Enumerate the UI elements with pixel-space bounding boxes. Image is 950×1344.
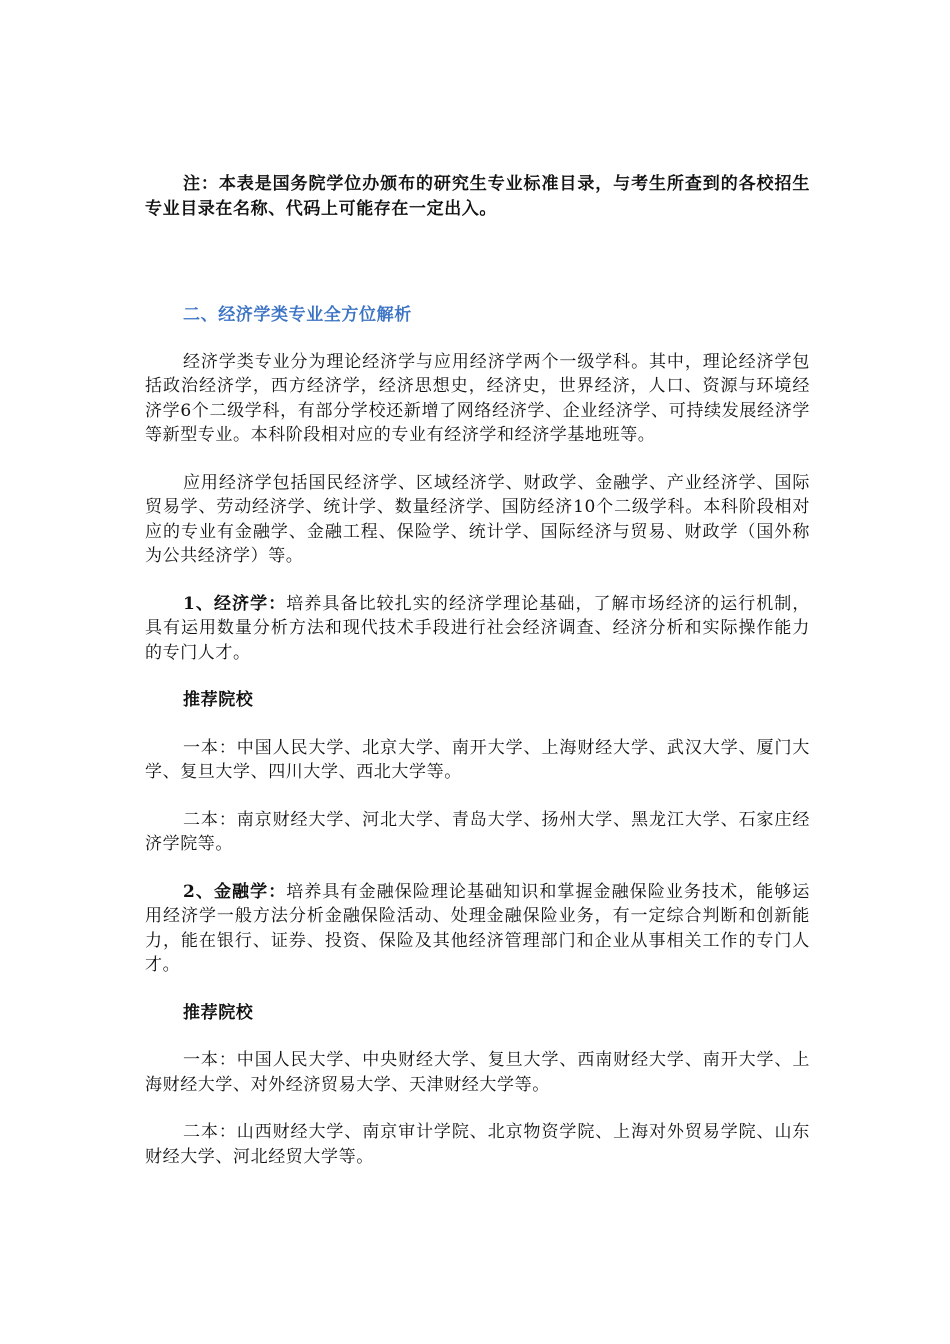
major-finance-desc: 培养具有金融保险理论基础知识和掌握金融保险业务技术，能够运用经济学一般方法分析金融保险活动、处理金融保险业务，有一定综合判断和创新能力，能在银行、证券、投资、保险及其他经济管理部门和企业从事相关工作的专门人才。	[145, 881, 810, 975]
table-note: 注：本表是国务院学位办颁布的研究生专业标准目录，与考生所查到的各校招生专业目录在名称、代码上可能存在一定出入。	[145, 174, 810, 219]
intro-paragraph-theory: 经济学类专业分为理论经济学与应用经济学两个一级学科。其中，理论经济学包括政治经济学，西方经济学，经济思想史，经济史，世界经济，人口、资源与环境经济学6个二级学科，有部分学校还新增了网络经济学、企业经济学、可持续发展经济学等新型专业。本科阶段相对应的专业有经济学和经济学基地班等。	[145, 351, 810, 445]
major-finance-title: 2、金融学：	[183, 881, 287, 902]
major-finance	[145, 880, 810, 978]
major-economics-title: 1、经济学：	[183, 593, 287, 614]
intro-paragraph-applied: 应用经济学包括国民经济学、区域经济学、财政学、金融学、产业经济学、国际贸易学、劳动经济学、统计学、数量经济学、国防经济10个二级学科。本科阶段相对应的专业有金融学、金融工程、保险学、统计学、国际经济与贸易、财政学（国外称为公共经济学）等。	[145, 472, 810, 566]
finance-tier2-schools: 二本：山西财经大学、南京审计学院、北京物资学院、上海对外贸易学院、山东财经大学、河北经贸大学等。	[145, 1122, 810, 1167]
document-body	[145, 172, 810, 1192]
section-title: 二、经济学类专业全方位解析	[183, 305, 412, 325]
major-economics-desc: 培养具备比较扎实的经济学理论基础，了解市场经济的运行机制，具有运用数量分析方法和现代技术手段进行社会经济调查、经济分析和实际操作能力的专门人才。	[145, 593, 810, 663]
major-economics	[145, 592, 810, 666]
recommended-schools-heading: 推荐院校	[183, 1002, 254, 1023]
finance-tier1-schools: 一本：中国人民大学、中央财经大学、复旦大学、西南财经大学、南开大学、上海财经大学、对外经济贸易大学、天津财经大学等。	[145, 1050, 810, 1095]
economics-tier2-schools: 二本：南京财经大学、河北大学、青岛大学、扬州大学、黑龙江大学、石家庄经济学院等。	[145, 809, 810, 854]
recommended-schools-heading: 推荐院校	[183, 690, 254, 710]
economics-tier1-schools: 一本：中国人民大学、北京大学、南开大学、上海财经大学、武汉大学、厦门大学、复旦大学、四川大学、西北大学等。	[145, 737, 810, 782]
